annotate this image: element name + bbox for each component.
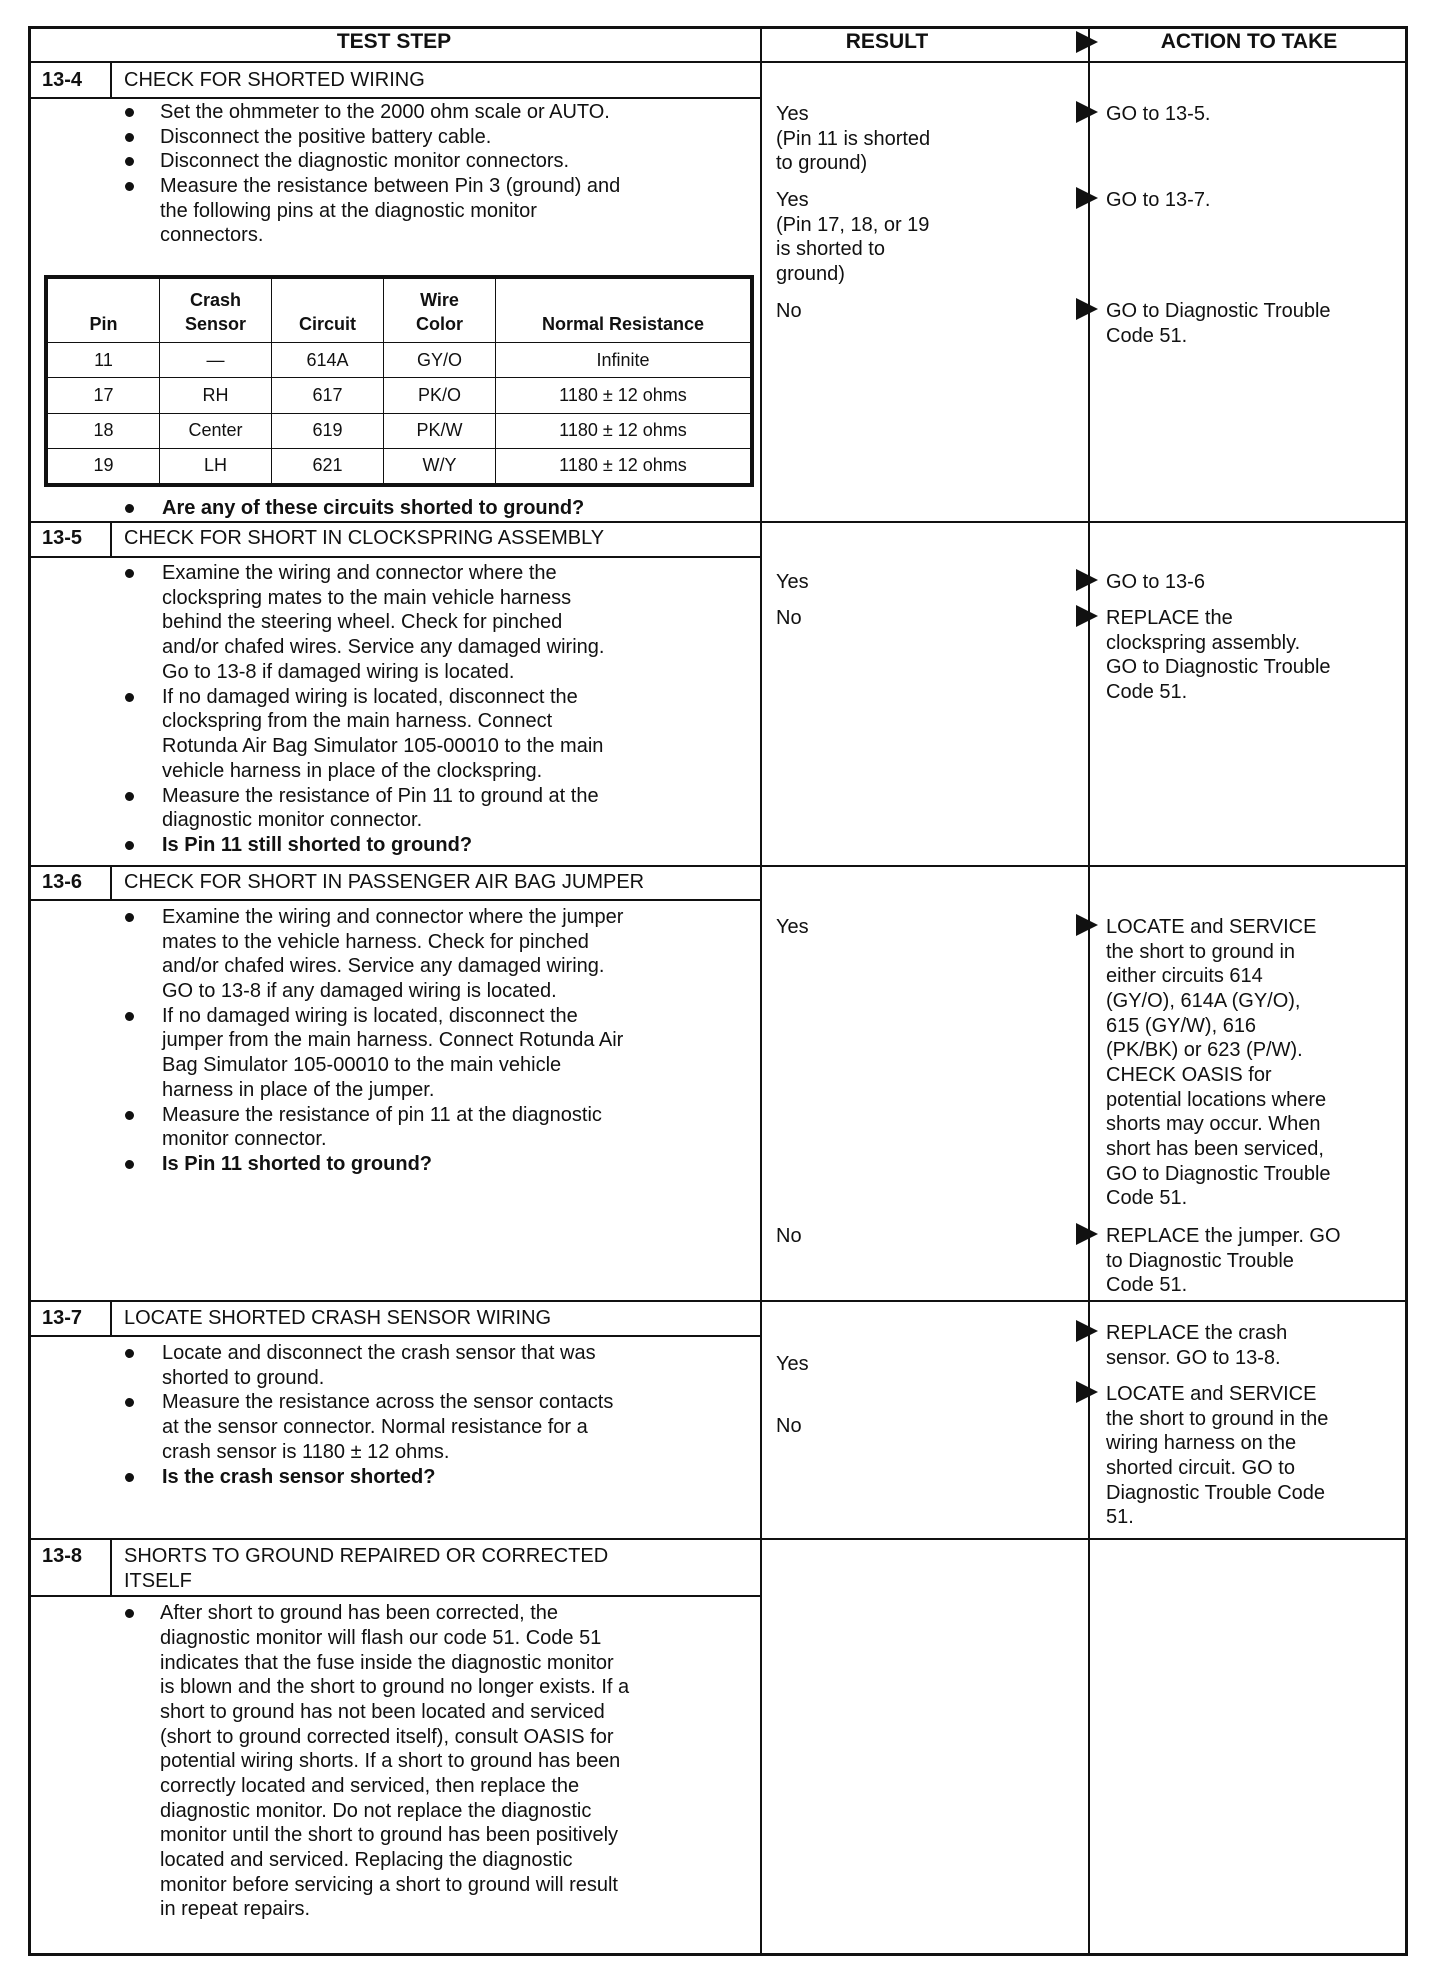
action-text: shorted circuit. GO to (1106, 1457, 1295, 1479)
border-right (1405, 26, 1408, 1956)
title-line-13-4 (28, 97, 762, 99)
result-text: Yes (776, 1353, 809, 1375)
instruction-text: If no damaged wiring is located, disconnect the (162, 686, 578, 708)
table-row (48, 448, 751, 483)
instruction-text: Disconnect the positive battery cable. (160, 126, 492, 148)
arrow-icon (1076, 187, 1098, 209)
action-text: LOCATE and SERVICE (1106, 1383, 1317, 1405)
action-text: potential locations where (1106, 1089, 1327, 1111)
arrow-icon (1076, 101, 1098, 123)
num-divider-13-8 (110, 1540, 112, 1596)
bullet-icon (125, 1349, 134, 1358)
step-title: SHORTS TO GROUND REPAIRED OR CORRECTED (124, 1545, 609, 1567)
cell-pin: 17 (48, 378, 160, 413)
action-text: GO to 13-7. (1106, 189, 1211, 211)
action-text: 51. (1106, 1506, 1134, 1528)
separator-13-8 (28, 1538, 1408, 1540)
instruction-text: correctly located and serviced, then replace the (160, 1775, 580, 1797)
instruction-text: in repeat repairs. (160, 1898, 311, 1920)
instruction-text: crash sensor is 1180 ± 12 ohms. (162, 1441, 450, 1463)
instruction-text: behind the steering wheel. Check for pinched (162, 611, 563, 633)
cell-sensor: LH (160, 448, 272, 483)
step-number: 13-8 (42, 1545, 83, 1567)
instruction-text: potential wiring shorts. If a short to ground has been (160, 1750, 621, 1772)
bullet-icon (125, 1160, 134, 1169)
bullet-icon (125, 108, 134, 117)
cell-color: PK/W (384, 413, 496, 448)
step-title: CHECK FOR SHORTED WIRING (124, 69, 425, 91)
header-action: ACTION TO TAKE (1160, 30, 1338, 53)
bullet-icon (125, 792, 134, 801)
instruction-text: Rotunda Air Bag Simulator 105-00010 to the main (162, 735, 604, 757)
action-text: the short to ground in the (1106, 1408, 1329, 1430)
action-text: (PK/BK) or 623 (P/W). (1106, 1039, 1303, 1061)
action-text: shorts may occur. When (1106, 1113, 1321, 1135)
bullet-icon (125, 1609, 134, 1618)
instruction-text: vehicle harness in place of the clockspring. (162, 760, 543, 782)
step-number: 13-6 (42, 871, 83, 893)
table-row (48, 413, 751, 448)
action-text: Code 51. (1106, 1187, 1188, 1209)
cell-resistance: 1180 ± 12 ohms (496, 413, 751, 448)
action-text: wiring harness on the (1106, 1432, 1297, 1454)
action-text: short has been serviced, (1106, 1138, 1324, 1160)
instruction-text: monitor before servicing a short to ground will result (160, 1874, 618, 1896)
instruction-text: Examine the wiring and connector where the jumper (162, 906, 624, 928)
bullet-icon (125, 157, 134, 166)
bullet-icon (125, 1012, 134, 1021)
col-header-normal-resistance: Normal Resistance (496, 279, 751, 343)
step-number: 13-7 (42, 1307, 83, 1329)
table-row (48, 378, 751, 413)
instruction-text: Measure the resistance between Pin 3 (ground) and (160, 175, 621, 197)
instruction-text: Examine the wiring and connector where the (162, 562, 557, 584)
instruction-text: Measure the resistance of pin 11 at the diagnostic (162, 1104, 602, 1126)
bullet-icon (125, 913, 134, 922)
action-text: REPLACE the crash (1106, 1322, 1288, 1344)
action-text: clockspring assembly. (1106, 632, 1301, 654)
step-title: CHECK FOR SHORT IN PASSENGER AIR BAG JUMPER (124, 871, 645, 893)
bullet-icon (125, 1398, 134, 1407)
num-divider-13-4 (110, 63, 112, 98)
col-header-pin: Pin (48, 279, 160, 343)
action-text: GO to Diagnostic Trouble (1106, 1163, 1331, 1185)
action-text: GO to 13-6 (1106, 571, 1205, 593)
instruction-text: Measure the resistance across the sensor contacts (162, 1391, 614, 1413)
col-header-crash: Crash (189, 290, 242, 310)
separator-13-6 (28, 865, 1408, 867)
action-text: to Diagnostic Trouble (1106, 1250, 1294, 1272)
cell-pin: 11 (48, 343, 160, 378)
instruction-text: diagnostic monitor connector. (162, 809, 423, 831)
instruction-text: diagnostic monitor will flash our code 51. Code 51 (160, 1627, 602, 1649)
header-result: RESULT (845, 30, 929, 53)
cell-sensor: RH (160, 378, 272, 413)
cell-circuit: 617 (272, 378, 384, 413)
title-line-13-5 (28, 556, 762, 558)
instruction-text: jumper from the main harness. Connect Rotunda Air (162, 1029, 624, 1051)
cell-resistance: 1180 ± 12 ohms (496, 378, 751, 413)
arrow-icon (1076, 1320, 1098, 1342)
instruction-text: Locate and disconnect the crash sensor that was (162, 1342, 596, 1364)
result-text: Yes (776, 103, 809, 125)
instruction-text: harness in place of the jumper. (162, 1079, 435, 1101)
action-text: REPLACE the jumper. GO (1106, 1225, 1341, 1247)
instruction-text: Measure the resistance of Pin 11 to ground at the (162, 785, 599, 807)
result-text: No (776, 300, 802, 322)
action-text: Code 51. (1106, 1274, 1188, 1296)
action-text: CHECK OASIS for (1106, 1064, 1272, 1086)
col-header-sensor: Sensor (184, 314, 247, 334)
result-text: Yes (776, 571, 809, 593)
action-text: 615 (GY/W), 616 (1106, 1015, 1257, 1037)
cell-color: W/Y (384, 448, 496, 483)
bullet-icon (125, 841, 134, 850)
instruction-text: If no damaged wiring is located, disconnect the (162, 1005, 578, 1027)
action-text: either circuits 614 (1106, 965, 1263, 987)
step-number: 13-5 (42, 527, 83, 549)
step-question: Are any of these circuits shorted to ground? (162, 497, 585, 519)
table-row (48, 343, 751, 378)
arrow-icon (1076, 569, 1098, 591)
instruction-text: Bag Simulator 105-00010 to the main vehicle (162, 1054, 562, 1076)
col-header-crash-sensor (160, 279, 272, 343)
instruction-text: monitor until the short to ground has been positively (160, 1824, 619, 1846)
result-text: is shorted to (776, 238, 885, 260)
title-line-13-8 (28, 1595, 762, 1597)
arrow-icon (1076, 298, 1098, 320)
bullet-icon (125, 1473, 134, 1482)
separator-13-5 (28, 521, 1408, 523)
result-text: ground) (776, 263, 845, 285)
separator-13-7 (28, 1300, 1408, 1302)
cell-color: PK/O (384, 378, 496, 413)
column-divider-result (760, 26, 762, 1956)
bullet-icon (125, 504, 134, 513)
action-text: GO to Diagnostic Trouble (1106, 300, 1331, 322)
instruction-text: shorted to ground. (162, 1367, 325, 1389)
col-header-wire: Wire (420, 290, 459, 310)
instruction-text: GO to 13-8 if any damaged wiring is located. (162, 980, 557, 1002)
border-bottom (28, 1953, 1408, 1956)
arrow-icon (1076, 914, 1098, 936)
cell-pin: 18 (48, 413, 160, 448)
action-text: Code 51. (1106, 681, 1188, 703)
bullet-icon (125, 693, 134, 702)
cell-color: GY/O (384, 343, 496, 378)
result-text: (Pin 11 is shorted (776, 128, 931, 150)
instruction-text: diagnostic monitor. Do not replace the diagnostic (160, 1800, 592, 1822)
result-text: No (776, 1225, 802, 1247)
step-title: CHECK FOR SHORT IN CLOCKSPRING ASSEMBLY (124, 527, 605, 549)
step-title: ITSELF (124, 1570, 192, 1592)
step-number: 13-4 (42, 69, 83, 91)
action-text: REPLACE the (1106, 607, 1233, 629)
instruction-text: Disconnect the diagnostic monitor connectors. (160, 150, 570, 172)
cell-circuit: 614A (272, 343, 384, 378)
col-header-color: Color (416, 314, 463, 334)
cell-pin: 19 (48, 448, 160, 483)
bullet-icon (125, 133, 134, 142)
border-top (28, 26, 1408, 29)
instruction-text: is blown and the short to ground no longer exists. If a (160, 1676, 630, 1698)
instruction-text: located and serviced. Replacing the diagnostic (160, 1849, 573, 1871)
cell-resistance: 1180 ± 12 ohms (496, 448, 751, 483)
instruction-text: Go to 13-8 if damaged wiring is located. (162, 661, 515, 683)
action-text: GO to 13-5. (1106, 103, 1211, 125)
instruction-text: at the sensor connector. Normal resistance for a (162, 1416, 588, 1438)
instruction-text: short to ground has not been located and serviced (160, 1701, 605, 1723)
arrow-icon (1076, 1223, 1098, 1245)
num-divider-13-7 (110, 1302, 112, 1336)
action-text: sensor. GO to 13-8. (1106, 1347, 1281, 1369)
instruction-text: and/or chafed wires. Service any damaged wiring. (162, 636, 605, 658)
instruction-text: After short to ground has been corrected, the (160, 1602, 559, 1624)
pin-resistance-table (44, 275, 754, 487)
result-text: to ground) (776, 152, 868, 174)
instruction-text: monitor connector. (162, 1128, 327, 1150)
step-title: LOCATE SHORTED CRASH SENSOR WIRING (124, 1307, 552, 1329)
cell-circuit: 621 (272, 448, 384, 483)
bullet-icon (125, 1111, 134, 1120)
step-question: Is the crash sensor shorted? (162, 1466, 436, 1488)
col-header-circuit: Circuit (272, 279, 384, 343)
step-question: Is Pin 11 shorted to ground? (162, 1153, 433, 1175)
instruction-text: clockspring mates to the main vehicle harness (162, 587, 572, 609)
cell-sensor: Center (160, 413, 272, 448)
instruction-text: clockspring from the main harness. Connect (162, 710, 553, 732)
bullet-icon (125, 182, 134, 191)
action-text: Diagnostic Trouble Code (1106, 1482, 1326, 1504)
action-text: Code 51. (1106, 325, 1188, 347)
instruction-text: indicates that the fuse inside the diagnostic monitor (160, 1652, 614, 1674)
num-divider-13-6 (110, 867, 112, 900)
arrow-icon (1076, 1381, 1098, 1403)
result-text: Yes (776, 189, 809, 211)
header-bottom-line (28, 61, 1408, 63)
cell-sensor: — (160, 343, 272, 378)
result-text: Yes (776, 916, 809, 938)
instruction-text: Set the ohmmeter to the 2000 ohm scale or AUTO. (160, 101, 610, 123)
cell-circuit: 619 (272, 413, 384, 448)
instruction-text: (short to ground corrected itself), consult OASIS for (160, 1726, 614, 1748)
action-text: GO to Diagnostic Trouble (1106, 656, 1331, 678)
instruction-text: connectors. (160, 224, 264, 246)
action-text: (GY/O), 614A (GY/O), (1106, 990, 1301, 1012)
result-text: No (776, 607, 802, 629)
result-text: No (776, 1415, 802, 1437)
arrow-icon (1076, 605, 1098, 627)
col-header-wire-color (384, 279, 496, 343)
title-line-13-7 (28, 1335, 762, 1337)
title-line-13-6 (28, 899, 762, 901)
diagnostic-test-table (28, 26, 1408, 1956)
cell-resistance: Infinite (496, 343, 751, 378)
bullet-icon (125, 569, 134, 578)
result-text: (Pin 17, 18, or 19 (776, 214, 930, 236)
instruction-text: the following pins at the diagnostic monitor (160, 200, 537, 222)
action-text: LOCATE and SERVICE (1106, 916, 1317, 938)
num-divider-13-5 (110, 523, 112, 557)
instruction-text: mates to the vehicle harness. Check for pinched (162, 931, 589, 953)
border-left (28, 26, 31, 1956)
step-question: Is Pin 11 still shorted to ground? (162, 834, 473, 856)
action-text: the short to ground in (1106, 941, 1296, 963)
instruction-text: and/or chafed wires. Service any damaged wiring. (162, 955, 605, 977)
header-test-step: TEST STEP (336, 30, 452, 53)
